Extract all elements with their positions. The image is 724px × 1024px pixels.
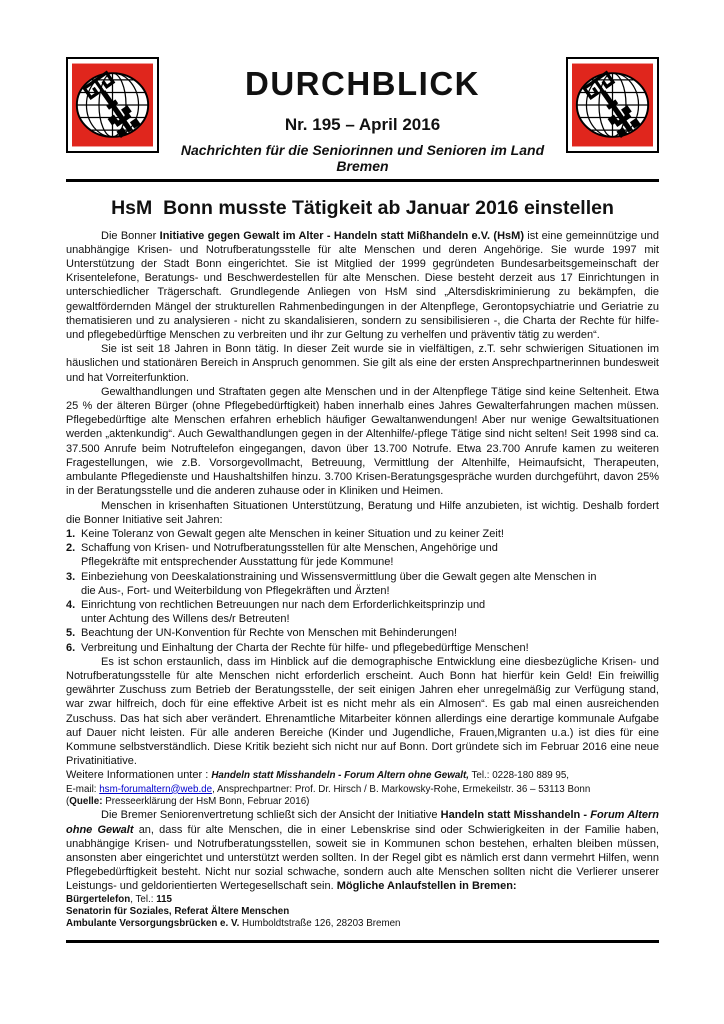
text-run: Senatorin für Soziales, Referat Ältere Menschen: [66, 906, 290, 917]
contact-versorgungsbruecken: [66, 918, 659, 930]
item-text: Keine Toleranz von Gewalt gegen alte Menschen in keiner Situation und zu keiner Zeit!: [81, 527, 504, 540]
history-paragraph: [66, 342, 659, 385]
bremen-key-globe-icon: [72, 63, 153, 147]
contact-senatorin: [66, 906, 659, 918]
text-run: Humboldtstraße 126, 28203 Bremen: [239, 918, 401, 930]
text-run: (: [66, 795, 70, 807]
item-number: 2.: [66, 542, 76, 555]
issue-number: Nr. 195 – April 2016: [284, 114, 441, 134]
demands-intro-paragraph: [66, 499, 659, 527]
text-run: Mögliche Anlaufstellen in Bremen:: [336, 880, 517, 893]
item-number: 3.: [66, 570, 76, 583]
text-run: E-mail:: [66, 783, 100, 795]
text-run: Sie ist seit 18 Jahren in Bonn tätig. In dieser Zeit wurde sie in vielfältigen, z.T. sehr schwierigen Situationen im häuslichen und stationären Bereich in Anspruch genommen. Sie gilt als eine der ersten Ansprechpartnerinnen bundesweit und hat Vorreiterfunktion.: [66, 343, 659, 384]
numbered-demand-item: [66, 527, 659, 541]
text-run: Bürgertelefon: [66, 893, 131, 905]
text-run: Tel.: 0228-180 889 95,: [468, 770, 570, 782]
text-run: Weitere Informationen unter :: [66, 769, 212, 782]
item-text: Einrichtung von rechtlichen Betreuungen nur nach dem Erforderlichkeitsprinzip und unter Achtung des Willens des/r Betreuten!: [81, 598, 486, 626]
funding-paragraph: [66, 655, 659, 769]
item-text: Schaffung von Krisen- und Notrufberatungsstellen für alte Menschen, Angehörige und Pflegekräfte mit entsprechender Ausstattung für jede Kommune!: [81, 542, 498, 569]
numbered-demand-item: [66, 541, 659, 569]
text-run: Ambulante Versorgungsbrücken e. V.: [66, 918, 240, 930]
article-headline: HsM Bonn musste Tätigkeit ab Januar 2016 einstellen: [111, 196, 614, 219]
text-run: Quelle:: [69, 795, 103, 807]
source-line: [66, 796, 659, 808]
intro-paragraph: [66, 229, 659, 343]
email-link[interactable]: hsm-forumaltern@web.de: [99, 783, 213, 795]
text-run: 115: [156, 893, 173, 905]
header-rule: [66, 179, 659, 182]
newsletter-subtitle: Nachrichten für die Seniorinnen und Senioren im Land Bremen: [180, 141, 549, 174]
masthead-center: [159, 57, 566, 174]
newsletter-title: DURCHBLICK: [245, 65, 480, 102]
contact-buergertelefon: [66, 894, 659, 906]
text-run: Menschen in krisenhaften Situationen Unterstützung, Beratung und Hilfe anzubieten, ist wichtig. Deshalb fordert die Bonner Initiative seit Jahren:: [66, 499, 659, 526]
item-number: 6.: [66, 641, 76, 654]
email-line: [66, 784, 659, 796]
numbered-demand-item: [66, 570, 659, 598]
footer-rule: [66, 940, 659, 943]
more-info-line: [66, 768, 659, 783]
text-run: , Ansprechpartner: Prof. Dr. Hirsch / B. Markowsky-Rohe, Ermekeilstr. 36 – 53113 Bonn: [212, 783, 591, 795]
bremen-key-logo-left: [66, 57, 159, 153]
text-run: Die Bonner: [101, 229, 160, 242]
item-text: Beachtung der UN-Konvention für Rechte von Menschen mit Behinderungen!: [81, 627, 458, 640]
text-run: Handeln statt Misshandeln -: [440, 809, 591, 822]
text-run: Forum Altern ohne Gewalt: [66, 809, 659, 836]
item-number: 4.: [66, 598, 76, 611]
statistics-paragraph: [66, 385, 659, 499]
text-run: Presseerklärung der HsM Bonn, Februar 2016): [102, 795, 310, 807]
text-run: Handeln statt Misshandeln - Forum Altern ohne Gewalt,: [211, 770, 469, 782]
item-number: 5.: [66, 627, 76, 640]
article-body: [66, 229, 659, 931]
item-text: Verbreitung und Einhaltung der Charta der Rechte für hilfe- und pflegebedürftige Menschen!: [81, 641, 529, 654]
numbered-demand-item: [66, 598, 659, 626]
text-run: ist eine gemeinnützige und unabhängige Krisen- und Notrufberatungsstelle für alte Menschen und deren Angehörige. Sie wurde 1997 mit Unterstützung der Stadt Bonn eingerichtet. Sie ist Mitglied der 1999 gegründeten Bundesarbeitsgemeinschaft der Krisentelefone, Beratungs- und Beschwerdestellen für alte Menschen. Diese besteht derzeit aus 17 Einrichtungen in unterschiedlicher Trägerschaft. Grundlegende Anliegen von HsM sind „Altersdiskriminierung zu bekämpfen, die gewaltfördernden Mängel der strukturellen Rahmenbedingungen in der Altenpflege, Gerontopsychiatrie und Geriatrie zu thematisieren und zu analysieren - nicht zu skandalisieren, sondern zu sensibilisieren -, die Charta der Rechte für hilfe- und pflegebedürftige Menschen zu verbreiten und ihr zur Geltung zu verhelfen und präventiv tätig zu werden“.: [66, 229, 659, 342]
numbered-demand-item: [66, 641, 659, 655]
item-number: 1.: [66, 527, 76, 540]
text-run: , Tel.:: [130, 893, 157, 905]
text-run: Initiative gegen Gewalt im Alter - Handeln statt Mißhandeln e.V. (HsM): [159, 229, 524, 242]
bremen-key-globe-icon: [572, 63, 653, 147]
masthead: [66, 57, 659, 174]
numbered-demand-item: [66, 626, 659, 640]
bremen-position-paragraph: [66, 808, 659, 893]
text-run: Gewalthandlungen und Straftaten gegen alte Menschen und in der Altenpflege Tätige sind keine Seltenheit. Etwa 25 % der älteren Bürger (ohne Pflegebedürftigkeit) haben innerhalb eines Jahres Gewalterfahrungen machen müssen. Pflegebedürftige alte Menschen erfahren erheblich häufiger Gewaltanwendungen! Aber nur wenige Gewaltsituationen werden „aktenkundig“. Auch Gewalthandlungen gegen in der Altenhilfe/-pflege Tätige sind nicht selten! Seit 1998 sind ca. 37.500 Anrufe beim Notruftelefon eingegangen, davon über 13.700 Notrufe. Etwa 23.700 Anrufe kamen zu weiteren Fragestellungen, wie z.B. Vorsorgevollmacht, Betreuung, Vermittlung der Altenhilfe, Heimaufsicht, Therapeuten, ambulante Pflegedienste und Haushaltshilfen hinzu. 3.700 Krisen-Beratungsgespräche wurden durchgeführt, davon 25% in der Beratungsstelle und die anderen zuhause oder in Kliniken und Heimen.: [66, 385, 659, 498]
text-run: an, dass für alte Menschen, die in einer Lebenskrise sind oder Schwierigkeiten in der Familie haben, unabhängige Krisen- und Notrufberatungsstellen, soweit sie in Kommunen schon bestehen, erhalten bleiben müssen, ansonsten aber eingerichtet und unterstützt werden sollten. In der Regel gibt es nämlich erst dann vermehrt Hilfen, wenn Pflegebedürftigkeit besteht. Nicht nur sozial schwache, sondern auch alte Menschen sollten nicht die Verlierer unserer Leistungs- und geldorientierten Wertegesellschaft sein.: [66, 823, 659, 893]
text-run: Die Bremer Seniorenvertretung schließt sich der Ansicht der Initiative: [101, 809, 441, 822]
text-run: Es ist schon erstaunlich, dass im Hinblick auf die demographische Entwicklung eine diesbezügliche Krisen- und Notrufberatungsstelle für alte Menschen nicht erforderlich erscheint. Auch Bonn hat hierfür kein Geld! Ein freiwillig gewährter Zuschuss zum Betrieb der Beratungsstelle, der seit einigen Jahren eher unregelmäßig zur Verfügung stand, war zwar hilfreich, doch für eine effektive Arbeit ist es nicht mehr als ein Almosen“. Es gab mal einen ausreichenden Zuschuss. Das hat sich aber verändert. Ehrenamtliche Mitarbeiter können allerdings eine derartige kommunale Aufgabe auf Dauer nicht leisten. Für alle anderen Bereiche (Kinder und Jugendliche, Frauen,Migranten u.a.) ist dies für eine Kommune selbstverständlich. Diese Kritik bezieht sich nicht nur auf Bonn. Dort gründete sich im Februar 2016 eine neue Privatinitiative.: [66, 655, 659, 768]
bremen-key-logo-right: [566, 57, 659, 153]
item-text: Einbeziehung von Deeskalationstraining und Wissensvermittlung über die Gewalt gegen alte Menschen in die Aus-, Fort- und Weiterbildung von Pflegekräften und Ärzten!: [81, 570, 597, 597]
